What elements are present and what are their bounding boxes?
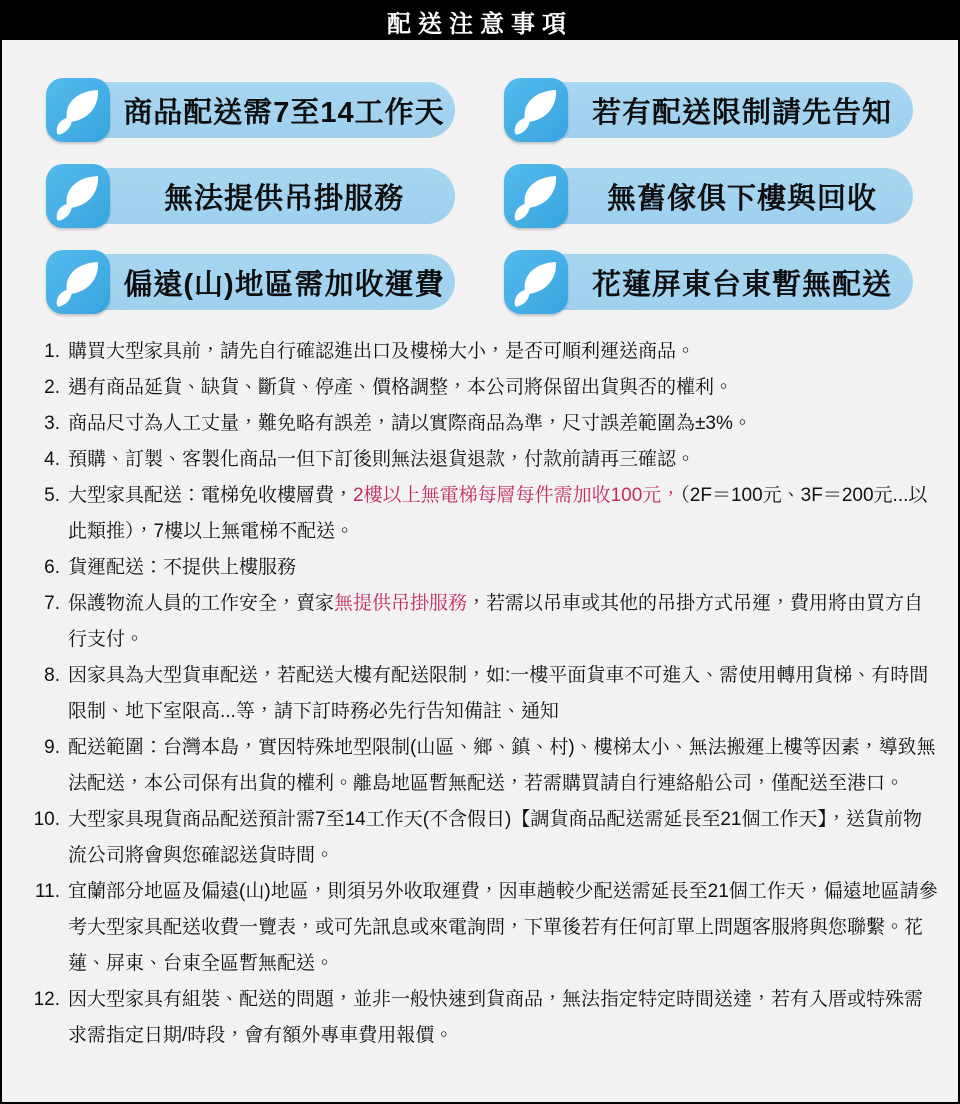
delivery-badge (505, 82, 913, 138)
note-number: 3. (44, 413, 60, 434)
note-item (26, 442, 940, 478)
badge-grid (2, 40, 958, 310)
note-text: 因家具為大型貨車配送，若配送大樓有配送限制，如:一樓平面貨車不可進入、需使用轉用貨梯、有時間限制、地下室限高...等，請下訂時務必先行告知備註、通知 (68, 665, 929, 722)
note-text: 預購、訂製、客製化商品一但下訂後則無法退貨退款，付款前請再三確認。 (68, 449, 696, 470)
delivery-badge (47, 254, 455, 310)
badge-label: 無舊傢俱下樓與回收 (606, 182, 877, 215)
note-number: 9. (44, 737, 60, 758)
note-text: 保護物流人員的工作安全，賣家無提供吊掛服務，若需以吊車或其他的吊掛方式吊運，費用將由買方自行支付。 (68, 593, 924, 650)
note-text: 購買大型家具前，請先自行確認進出口及樓梯大小，是否可順利運送商品。 (68, 341, 696, 362)
delivery-badge (505, 254, 913, 310)
note-number: 8. (44, 665, 60, 686)
note-number: 10. (33, 809, 60, 830)
leaf-icon (503, 163, 569, 229)
leaf-icon (503, 77, 569, 143)
note-item (26, 406, 940, 442)
badge-label: 無法提供吊掛服務 (163, 182, 404, 215)
note-item (26, 586, 940, 658)
delivery-badge (505, 168, 913, 224)
note-text: 配送範圍：台灣本島，實因特殊地型限制(山區、鄉、鎮、村)、樓梯太小、無法搬運上樓等因素，導致無法配送，本公司保有出貨的權利。離島地區暫無配送，若需購買請自行連絡船公司，僅配送至港口。 (68, 737, 936, 794)
leaf-icon (45, 163, 111, 229)
note-number: 5. (44, 485, 60, 506)
badge-label: 若有配送限制請先告知 (591, 96, 892, 129)
leaf-icon (45, 249, 111, 315)
note-text: 宜蘭部分地區及偏遠(山)地區，則須另外收取運費，因車趟較少配送需延長至21個工作天，偏遠地區請參考大型家具配送收費一覽表，或可先訊息或來電詢問，下單後若有任何訂單上問題客服將與您聯繫。花蓮、屏東、台東全區暫無配送。 (68, 881, 938, 974)
header-bar (2, 2, 958, 40)
note-text: 遇有商品延貨、缺貨、斷貨、停產、價格調整，本公司將保留出貨與否的權利。 (68, 377, 734, 398)
note-item (26, 334, 940, 370)
notes-list (2, 334, 958, 1054)
note-number: 2. (44, 377, 60, 398)
note-number: 11. (34, 881, 60, 902)
note-item (26, 478, 940, 550)
leaf-icon (503, 249, 569, 315)
note-number: 1. (44, 341, 60, 362)
badge-label: 商品配送需7至14工作天 (123, 96, 445, 129)
badge-label: 花蓮屏東台東暫無配送 (591, 268, 892, 301)
note-text: 貨運配送：不提供上樓服務 (68, 557, 297, 578)
note-number: 6. (44, 557, 60, 578)
note-number: 7. (44, 593, 60, 614)
note-text: 大型家具配送：電梯免收樓層費，2樓以上無電梯每層每件需加收100元，（2F＝100元、3F＝200元...以此類推），7樓以上無電梯不配送。 (68, 485, 928, 542)
note-item (26, 658, 940, 730)
note-text: 商品尺寸為人工丈量，難免略有誤差，請以實際商品為準，尺寸誤差範圍為±3%。 (68, 413, 752, 434)
note-number: 4. (44, 449, 60, 470)
note-text: 大型家具現貨商品配送預計需7至14工作天(不含假日)【調貨商品配送需延長至21個工作天】，送貨前物流公司將會與您確認送貨時間。 (68, 809, 922, 866)
badge-label: 偏遠(山)地區需加收運費 (123, 268, 445, 301)
note-item (26, 982, 940, 1054)
page-title: 配送注意事項 (387, 10, 573, 38)
note-item (26, 550, 940, 586)
delivery-badge (47, 168, 455, 224)
note-item (26, 370, 940, 406)
note-text: 因大型家具有組裝、配送的問題，並非一般快速到貨商品，無法指定特定時間送達，若有入厝或特殊需求需指定日期/時段，會有額外專車費用報價。 (68, 989, 924, 1046)
note-item (26, 730, 940, 802)
note-item (26, 874, 940, 982)
delivery-badge (47, 82, 455, 138)
note-item (26, 802, 940, 874)
leaf-icon (45, 77, 111, 143)
note-number: 12. (33, 989, 60, 1010)
